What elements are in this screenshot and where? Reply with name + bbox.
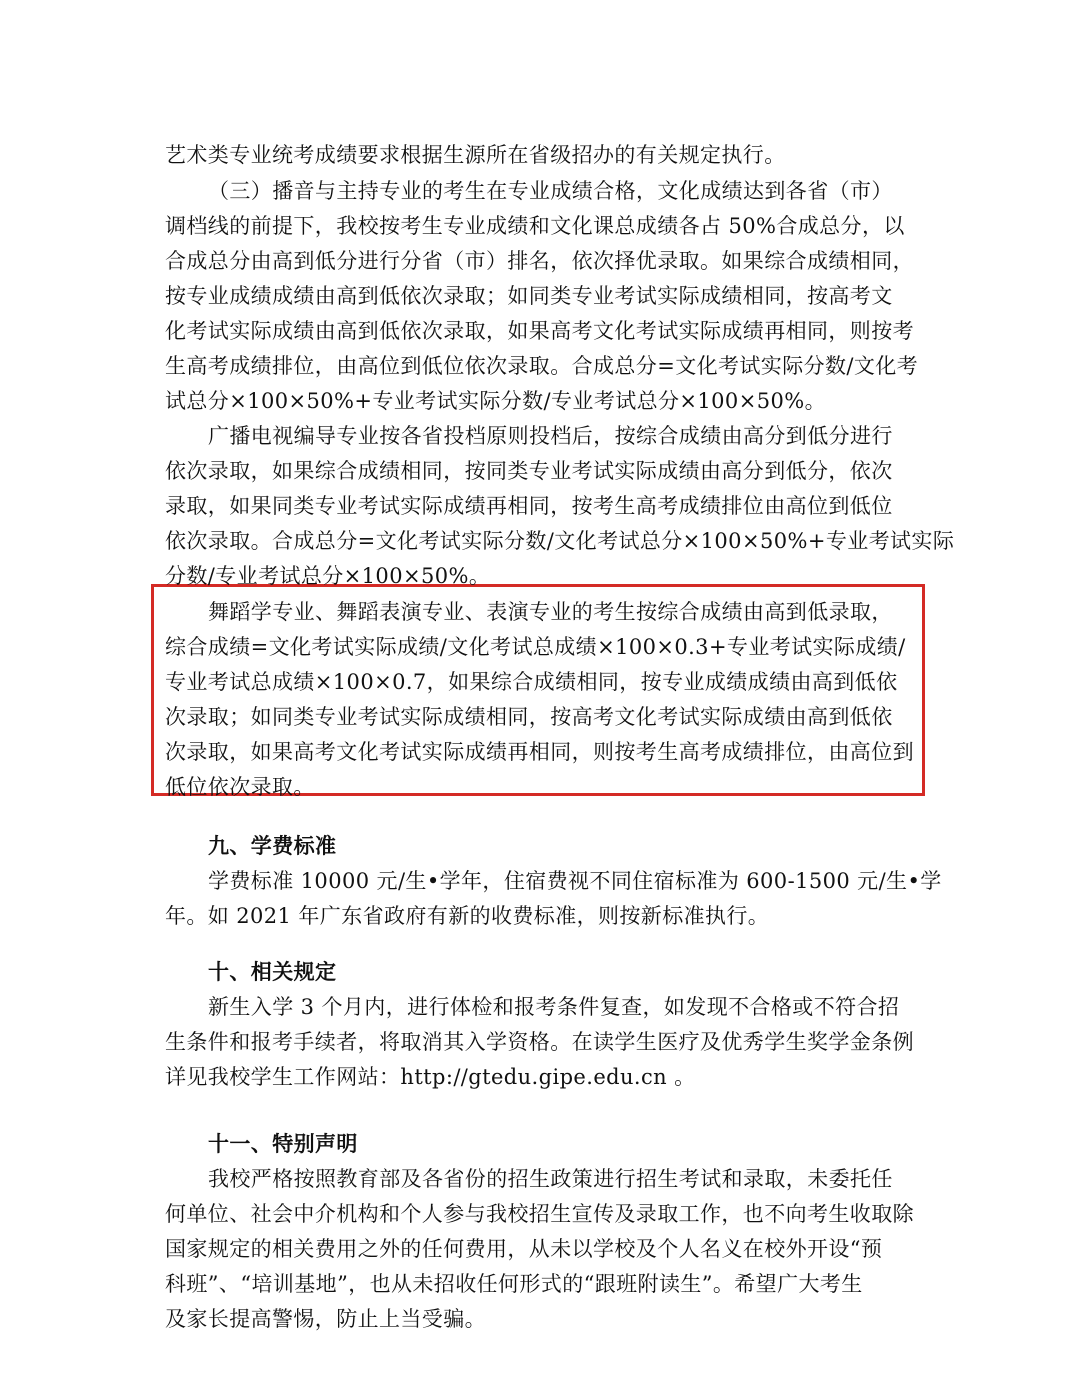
highlighted-text-line: 综合成绩=文化考试实际成绩/文化考试总成绩×100×0.3+专业考试实际成绩/ <box>165 635 906 659</box>
text-line: 国家规定的相关费用之外的任何费用，从未以学校及个人名义在校外开设“预 <box>165 1237 883 1261</box>
text-line: 化考试实际成绩由高到低依次录取，如果高考文化考试实际成绩再相同，则按考 <box>165 319 914 343</box>
paragraph-start-line: 学费标准 10000 元/生•学年，住宿费视不同住宿标准为 600-1500 元/生•学 <box>208 869 942 893</box>
paragraph-start-line: 广播电视编导专业按各省投档原则投档后，按综合成绩由高分到低分进行 <box>208 424 893 448</box>
text-line: 年。如 2021 年广东省政府有新的收费标准，则按新标准执行。 <box>165 904 770 928</box>
text-line: 生条件和报考手续者，将取消其入学资格。在读学生医疗及优秀学生奖学金条例 <box>165 1030 914 1054</box>
highlighted-text-line: 低位依次录取。 <box>165 775 315 799</box>
text-line: 试总分×100×50%+专业考试实际分数/专业考试总分×100×50%。 <box>165 389 826 413</box>
highlighted-text-line: 次录取；如同类专业考试实际成绩相同，按高考文化考试实际成绩由高到低依 <box>165 705 893 729</box>
highlighted-paragraph-start-line: 舞蹈学专业、舞蹈表演专业、表演专业的考生按综合成绩由高到低录取， <box>208 600 893 624</box>
text-line: 何单位、社会中介机构和个人参与我校招生宣传及录取工作，也不向考生收取除 <box>165 1202 914 1226</box>
text-line: 录取，如果同类专业考试实际成绩再相同，按考生高考成绩排位由高位到低位 <box>165 494 893 518</box>
text-line: 分数/专业考试总分×100×50%。 <box>165 564 491 588</box>
text-line: 调档线的前提下，我校按考生专业成绩和文化课总成绩各占 50%合成总分，以 <box>165 214 905 238</box>
text-line: 按专业成绩成绩由高到低依次录取；如同类专业考试实际成绩相同，按高考文 <box>165 284 893 308</box>
section-heading: 十、相关规定 <box>208 959 337 984</box>
text-line: 科班”、“培训基地”，也从未招收任何形式的“跟班附读生”。希望广大考生 <box>165 1272 863 1296</box>
text-line: 及家长提高警惕，防止上当受骗。 <box>165 1307 486 1331</box>
section-heading: 九、学费标准 <box>208 833 337 858</box>
paragraph-start-line: （三）播音与主持专业的考生在专业成绩合格，文化成绩达到各省（市） <box>208 179 893 203</box>
text-line: 合成总分由高到低分进行分省（市）排名，依次择优录取。如果综合成绩相同， <box>165 249 914 273</box>
highlighted-text-line: 专业考试总成绩×100×0.7，如果综合成绩相同，按专业成绩成绩由高到低依 <box>165 670 898 694</box>
text-line: 依次录取，如果综合成绩相同，按同类专业考试实际成绩由高分到低分，依次 <box>165 459 893 483</box>
text-line: 依次录取。合成总分=文化考试实际分数/文化考试总分×100×50%+专业考试实际 <box>165 529 955 553</box>
text-line: 详见我校学生工作网站：http://gtedu.gipe.edu.cn 。 <box>165 1065 696 1089</box>
highlighted-text-line: 次录取，如果高考文化考试实际成绩再相同，则按考生高考成绩排位，由高位到 <box>165 740 914 764</box>
paragraph-start-line: 我校严格按照教育部及各省份的招生政策进行招生考试和录取，未委托任 <box>208 1167 893 1191</box>
paragraph-start-line: 新生入学 3 个月内，进行体检和报考条件复查，如发现不合格或不符合招 <box>208 995 900 1019</box>
text-line: 艺术类专业统考成绩要求根据生源所在省级招办的有关规定执行。 <box>165 143 786 167</box>
text-line: 生高考成绩排位，由高位到低位依次录取。合成总分=文化考试实际分数/文化考 <box>165 354 919 378</box>
section-heading: 十一、特别声明 <box>208 1131 358 1156</box>
